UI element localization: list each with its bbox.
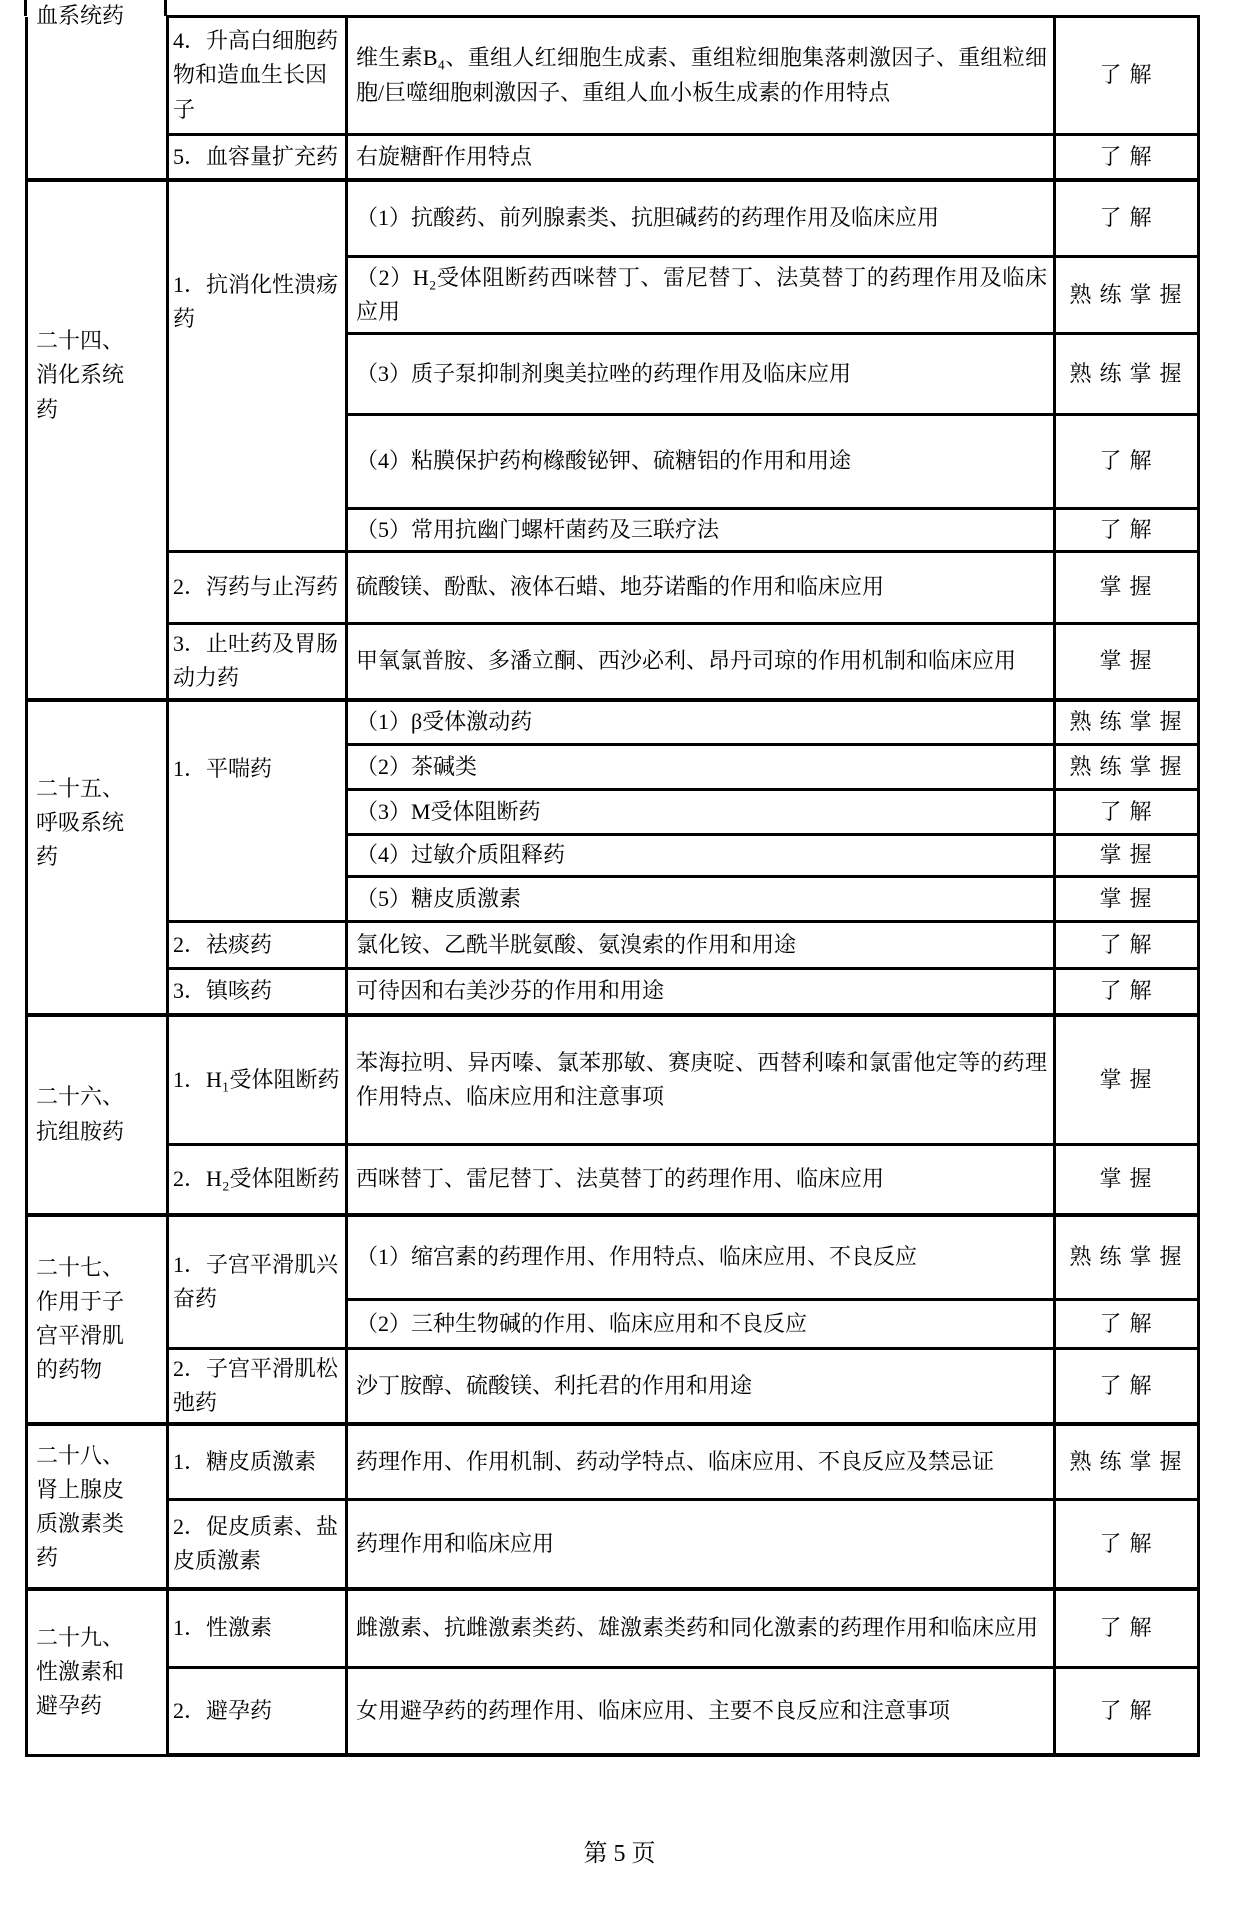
content-cell: 药理作用和临床应用 [347, 1499, 1055, 1589]
content-cell: （3）质子泵抑制剂奥美拉唑的药理作用及临床应用 [347, 334, 1055, 415]
mastery-level-cell: 熟练掌握 [1055, 257, 1199, 334]
mastery-level-cell: 熟练掌握 [1055, 1215, 1199, 1300]
content-cell: 氯化铵、乙酰半胱氨酸、氨溴索的作用和用途 [347, 922, 1055, 969]
mastery-level-cell: 了解 [1055, 1300, 1199, 1349]
content-cell: 女用避孕药的药理作用、临床应用、主要不良反应和注意事项 [347, 1667, 1055, 1755]
content-cell: （4）过敏介质阻释药 [347, 835, 1055, 877]
content-cell: （5）常用抗幽门螺杆菌药及三联疗法 [347, 509, 1055, 552]
section-cell: 2．H₂受体阻断药 [168, 1145, 347, 1215]
mastery-level-cell: 掌握 [1055, 835, 1199, 877]
content-cell: （2）茶碱类 [347, 745, 1055, 790]
content-cell: （1）抗酸药、前列腺素类、抗胆碱药的药理作用及临床应用 [347, 180, 1055, 257]
content-cell: （1）β受体激动药 [347, 700, 1055, 745]
chapter-cell: 二十九、性激素和避孕药 [27, 1589, 168, 1755]
table-left-border-stub [24, 0, 27, 16]
section-cell: 1．性激素 [168, 1589, 347, 1667]
section-cell: 2．避孕药 [168, 1667, 347, 1755]
mastery-level-cell: 了解 [1055, 1499, 1199, 1589]
mastery-level-cell: 熟练掌握 [1055, 700, 1199, 745]
section-cell: 1．子宫平滑肌兴奋药 [168, 1215, 347, 1349]
section-cell: 2．祛痰药 [168, 922, 347, 969]
page-number: 第 5 页 [583, 1841, 656, 1867]
chapter-cell: 二十六、抗组胺药 [27, 1015, 168, 1215]
section-cell: 1．糖皮质激素 [168, 1424, 347, 1499]
section-cell: 4．升高白细胞药物和造血生长因子 [168, 17, 347, 135]
chapter-cell: 二十四、消化系统药 [27, 180, 168, 700]
content-cell: 可待因和右美沙芬的作用和用途 [347, 969, 1055, 1015]
content-cell: （2）三种生物碱的作用、临床应用和不良反应 [347, 1300, 1055, 1349]
section-cell: 3．止吐药及胃肠动力药 [168, 624, 347, 700]
mastery-level-cell: 掌握 [1055, 624, 1199, 700]
section-cell: 1．H₁受体阻断药 [168, 1015, 347, 1145]
chapter-label: 血系统药 [36, 2, 125, 28]
content-cell: 雌激素、抗雌激素类药、雄激素类药和同化激素的药理作用和临床应用 [347, 1589, 1055, 1667]
mastery-level-cell: 了解 [1055, 509, 1199, 552]
section-cell: 2．促皮质素、盐皮质激素 [168, 1499, 347, 1589]
mastery-level-cell: 了解 [1055, 969, 1199, 1015]
content-cell: 药理作用、作用机制、药动学特点、临床应用、不良反应及禁忌证 [347, 1424, 1055, 1499]
section-cell: 3．镇咳药 [168, 969, 347, 1015]
section-cell: 2．泻药与止泻药 [168, 552, 347, 624]
content-cell: （5）糖皮质激素 [347, 877, 1055, 922]
content-cell: 沙丁胺醇、硫酸镁、利托君的作用和用途 [347, 1349, 1055, 1425]
mastery-level-cell: 了解 [1055, 415, 1199, 509]
content-cell: 维生素B₄、重组人红细胞生成素、重组粒细胞集落刺激因子、重组粒细胞/巨噬细胞刺激因子、重组人血小板生成素的作用特点 [347, 17, 1055, 135]
chapter-cell [27, 2, 168, 180]
chapter-cell: 二十八、肾上腺皮质激素类药 [27, 1424, 168, 1589]
content-cell: 硫酸镁、酚酞、液体石蜡、地芬诺酯的作用和临床应用 [347, 552, 1055, 624]
syllabus-table [25, 2, 1200, 1757]
content-cell: （3）M受体阻断药 [347, 790, 1055, 835]
mastery-level-cell: 熟练掌握 [1055, 334, 1199, 415]
mastery-level-cell: 了解 [1055, 790, 1199, 835]
mastery-level-cell: 熟练掌握 [1055, 1424, 1199, 1499]
section-cell: 1．平喘药 [168, 700, 347, 922]
content-cell: （2）H₂受体阻断药西咪替丁、雷尼替丁、法莫替丁的药理作用及临床应用 [347, 257, 1055, 334]
mastery-level-cell: 了解 [1055, 180, 1199, 257]
content-cell: （1）缩宫素的药理作用、作用特点、临床应用、不良反应 [347, 1215, 1055, 1300]
mastery-level-cell: 掌握 [1055, 552, 1199, 624]
mastery-level-cell: 掌握 [1055, 877, 1199, 922]
mastery-level-cell: 熟练掌握 [1055, 745, 1199, 790]
content-cell: （4）粘膜保护药枸橼酸铋钾、硫糖铝的作用和用途 [347, 415, 1055, 509]
mastery-level-cell: 了解 [1055, 135, 1199, 180]
mastery-level-cell: 掌握 [1055, 1145, 1199, 1215]
section-cell: 2．子宫平滑肌松弛药 [168, 1349, 347, 1425]
table-column-border-stub [164, 0, 167, 16]
content-cell: 苯海拉明、异丙嗪、氯苯那敏、赛庚啶、西替利嗪和氯雷他定等的药理作用特点、临床应用和注意事项 [347, 1015, 1055, 1145]
mastery-level-cell: 了解 [1055, 17, 1199, 135]
chapter-cell: 二十七、作用于子宫平滑肌的药物 [27, 1215, 168, 1425]
chapter-cell: 二十五、呼吸系统药 [27, 700, 168, 1015]
content-cell: 西咪替丁、雷尼替丁、法莫替丁的药理作用、临床应用 [347, 1145, 1055, 1215]
mastery-level-cell: 了解 [1055, 1589, 1199, 1667]
mastery-level-cell: 了解 [1055, 1667, 1199, 1755]
content-cell: 右旋糖酐作用特点 [347, 135, 1055, 180]
mastery-level-cell: 了解 [1055, 922, 1199, 969]
content-cell: 甲氧氯普胺、多潘立酮、西沙必利、昂丹司琼的作用机制和临床应用 [347, 624, 1055, 700]
section-cell: 1．抗消化性溃疡药 [168, 180, 347, 552]
mastery-level-cell: 掌握 [1055, 1015, 1199, 1145]
section-cell: 5．血容量扩充药 [168, 135, 347, 180]
mastery-level-cell: 了解 [1055, 1349, 1199, 1425]
